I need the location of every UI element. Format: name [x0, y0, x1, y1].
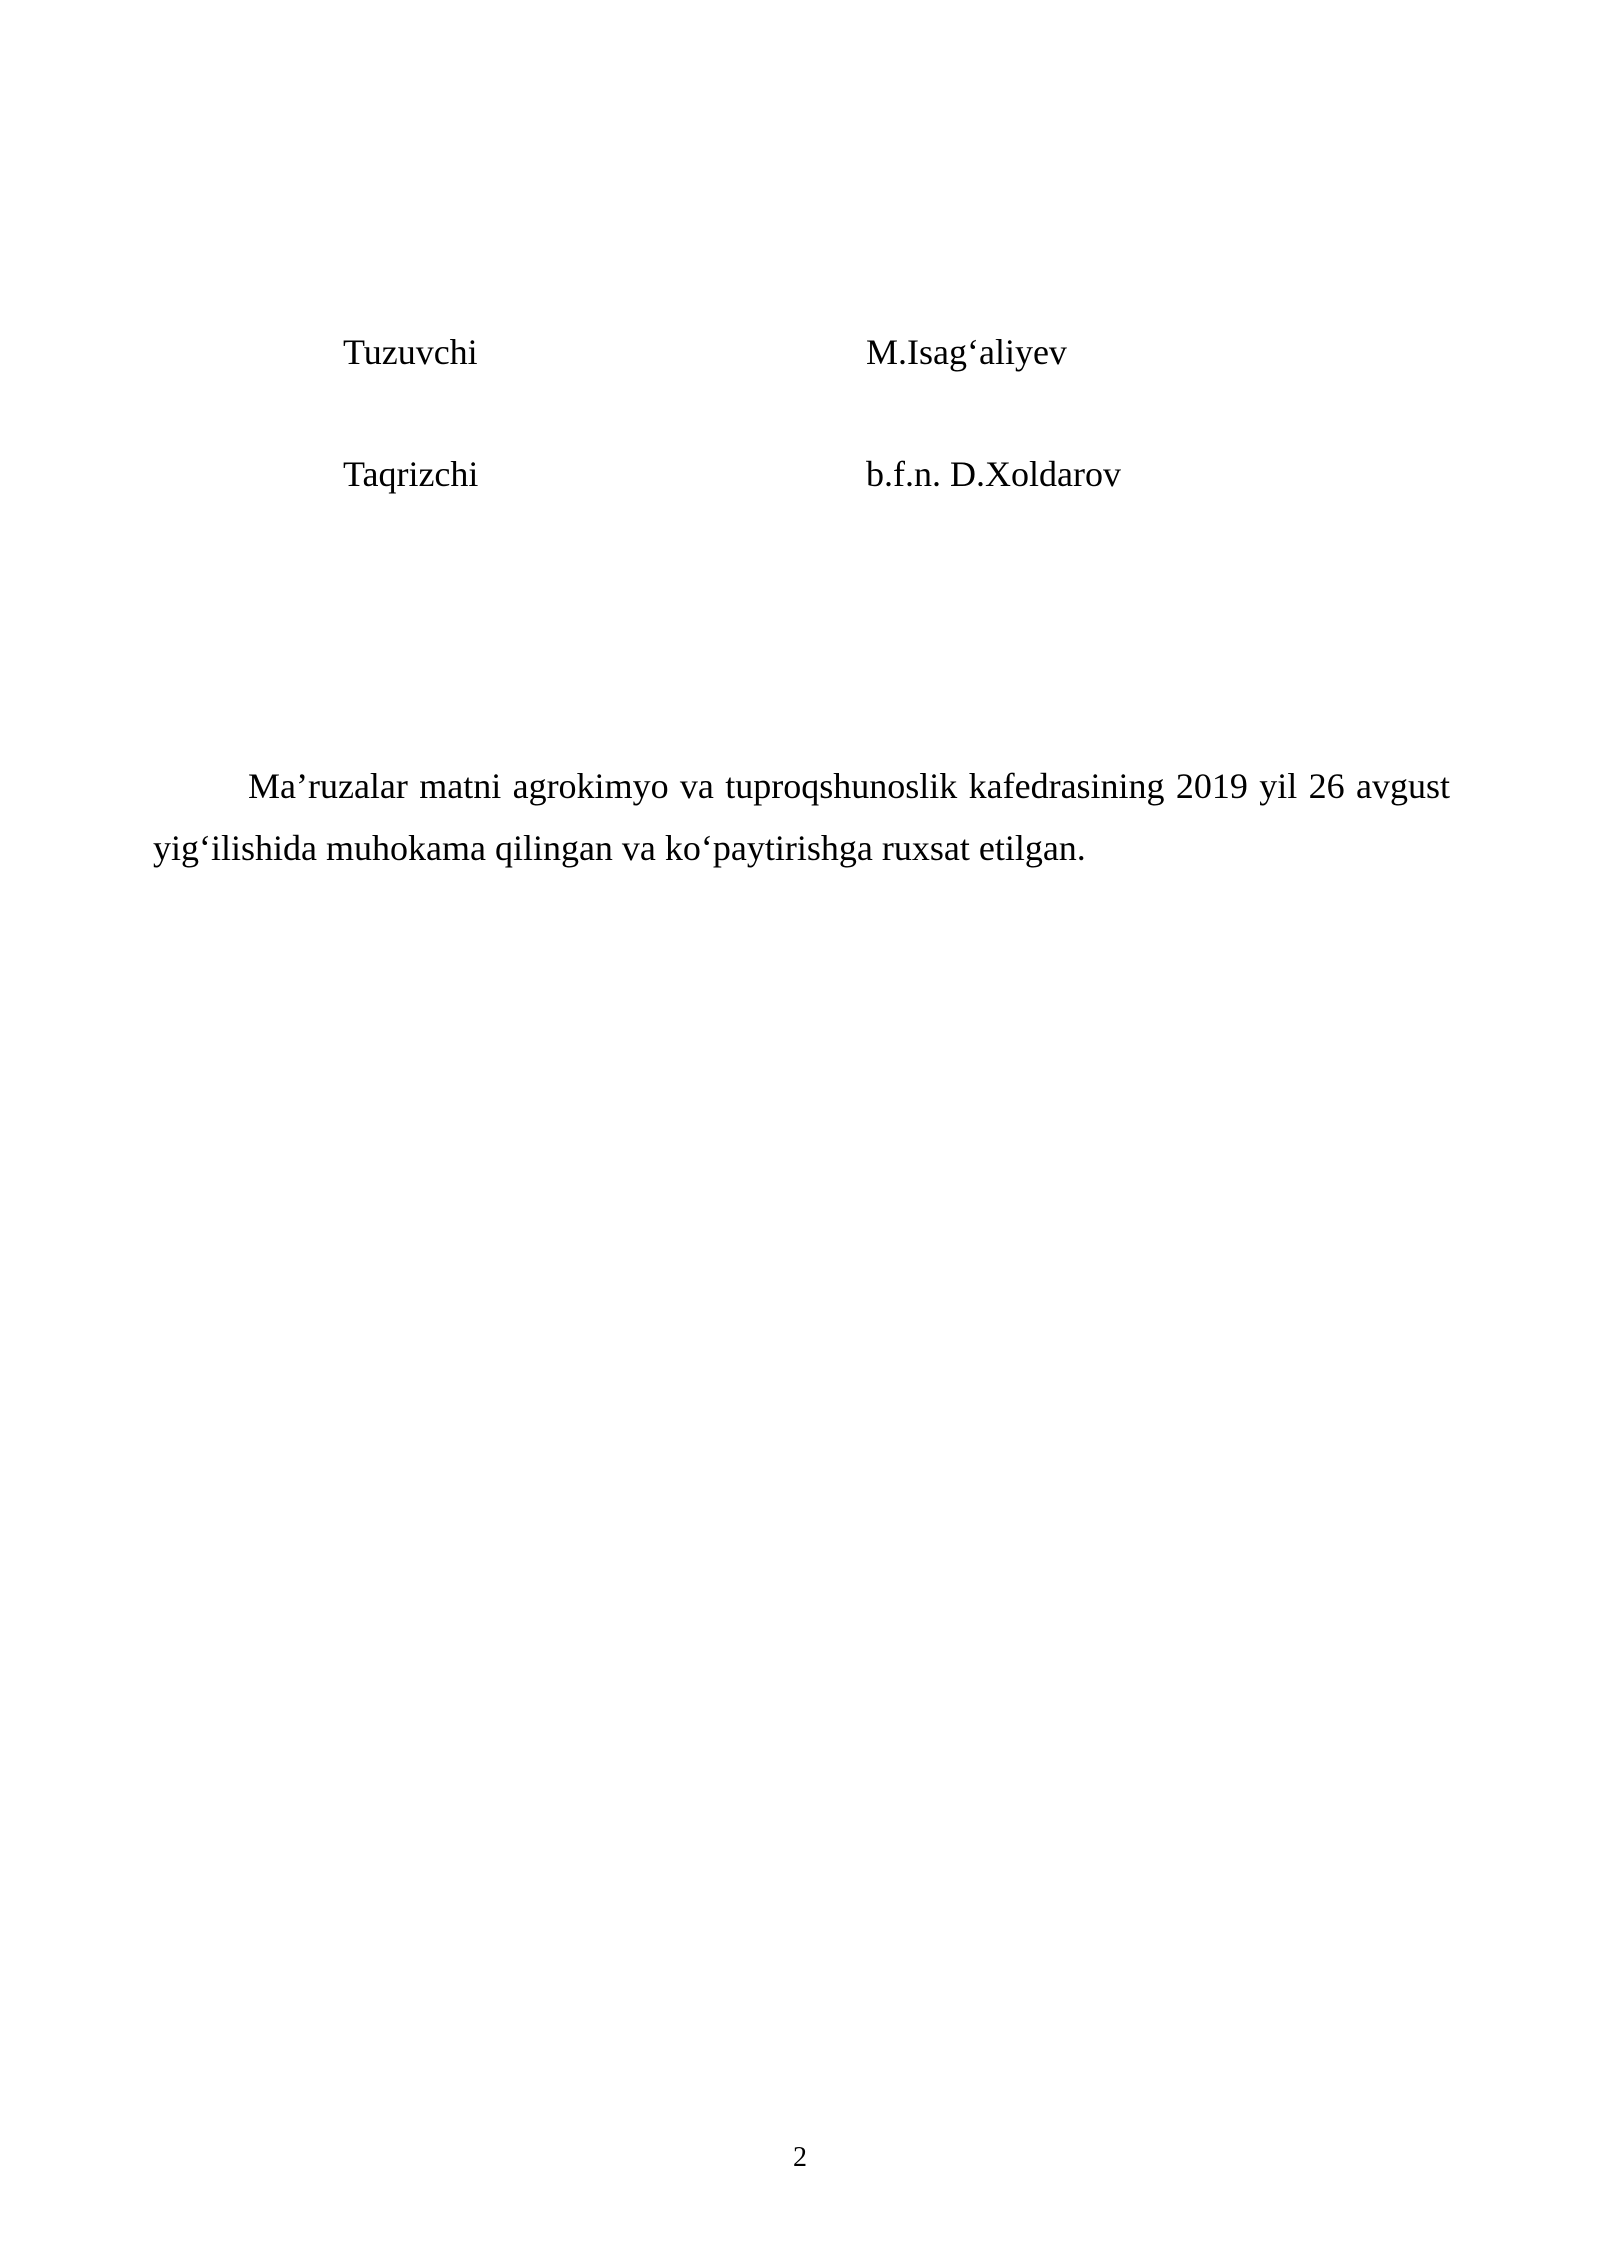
compiler-label: Tuzuvchi	[343, 332, 478, 372]
reviewer-name: b.f.n. D.Xoldarov	[866, 454, 1121, 494]
reviewer-row	[343, 454, 1243, 494]
reviewer-label: Taqrizchi	[343, 454, 479, 494]
page-number: 2	[793, 2142, 807, 2173]
approval-paragraph: Ma’ruzalar matni agrokimyo va tuproqshunoslik kafedrasining 2019 yil 26 avgust yig‘ilishida muhokama qilingan va ko‘paytirishga ruxsat etilgan.	[153, 766, 1450, 868]
compiler-name: M.Isag‘aliyev	[866, 332, 1067, 372]
compiler-row	[343, 332, 1243, 372]
credits-block	[343, 332, 1243, 494]
